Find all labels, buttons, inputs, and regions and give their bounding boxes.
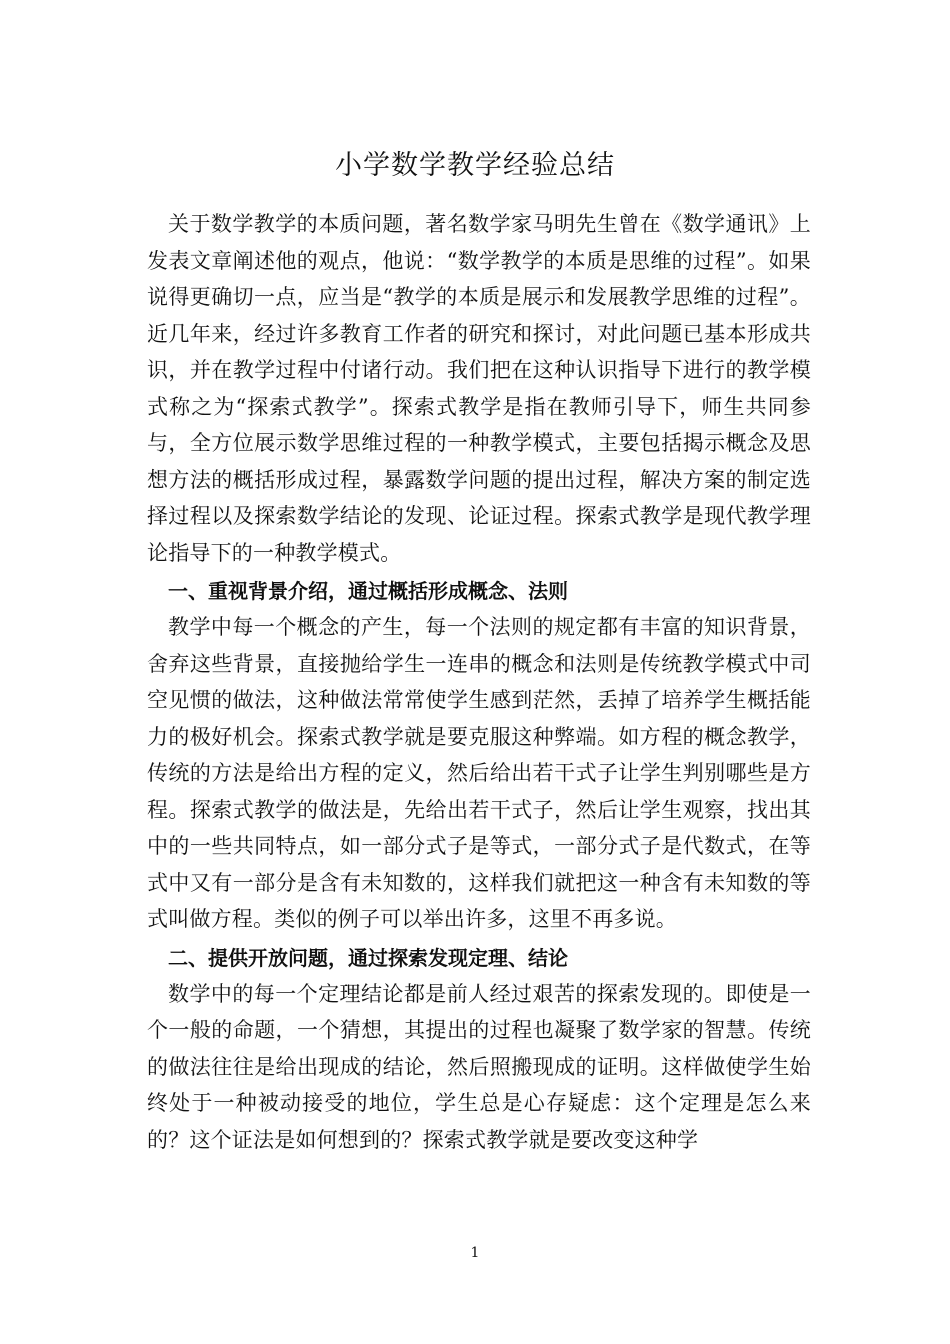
intro-paragraph: 关于数学教学的本质问题，著名数学家马明先生曾在《数学通讯》上发表文章阐述他的观点，他说：“数学教学的本质是思维的过程”。如果说得更确切一点，应当是“教学的本质是展示和发展教学思维的过程”。近几年来，经过许多教育工作者的研究和探讨，对此问题已基本形成共识，并在教学过程中付诸行动。我们把在这种认识指导下进行的教学模式称之为“探索式教学”。探索式教学是指在教师引导下，师生共同参与，全方位展示数学思维过程的一种教学模式，主要包括揭示概念及思想方法的概括形成过程，暴露数学问题的提出过程，解决方案的制定选择过程以及探索数学结论的发现、论证过程。探索式教学是现代教学理论指导下的一种教学模式。: [147, 212, 811, 565]
document-body: [147, 206, 811, 1158]
document-title: 小学数学教学经验总结: [335, 150, 615, 182]
section-heading-1: 一、重视背景介绍，通过概括形成概念、法则: [168, 579, 568, 603]
page-number: 1: [470, 1245, 480, 1261]
section-heading-2: 二、提供开放问题，通过探索发现定理、结论: [168, 945, 568, 970]
section-paragraph-2: 数学中的每一个定理结论都是前人经过艰苦的探索发现的。即使是一个一般的命题，一个猜想，其提出的过程也凝聚了数学家的智慧。传统的做法往往是给出现成的结论，然后照搬现成的证明。这样做使学生始终处于一种被动接受的地位，学生总是心存疑虑：这个定理是怎么来的？这个证法是如何想到的？探索式教学就是要改变这种学: [147, 981, 811, 1152]
section-paragraph-1: 教学中每一个概念的产生，每一个法则的规定都有丰富的知识背景，舍弃这些背景，直接抛给学生一连串的概念和法则是传统教学模式中司空见惯的做法，这种做法常常使学生感到茫然，丢掉了培养学生概括能力的极好机会。探索式教学就是要克服这种弊端。如方程的概念教学，传统的方法是给出方程的定义，然后给出若干式子让学生判别哪些是方程。探索式教学的做法是，先给出若干式子，然后让学生观察，找出其中的一些共同特点，如一部分式子是等式，一部分式子是代数式，在等式中又有一部分是含有未知数的，这样我们就把这一种含有未知数的等式叫做方程。类似的例子可以举出许多，这里不再多说。: [147, 615, 811, 931]
